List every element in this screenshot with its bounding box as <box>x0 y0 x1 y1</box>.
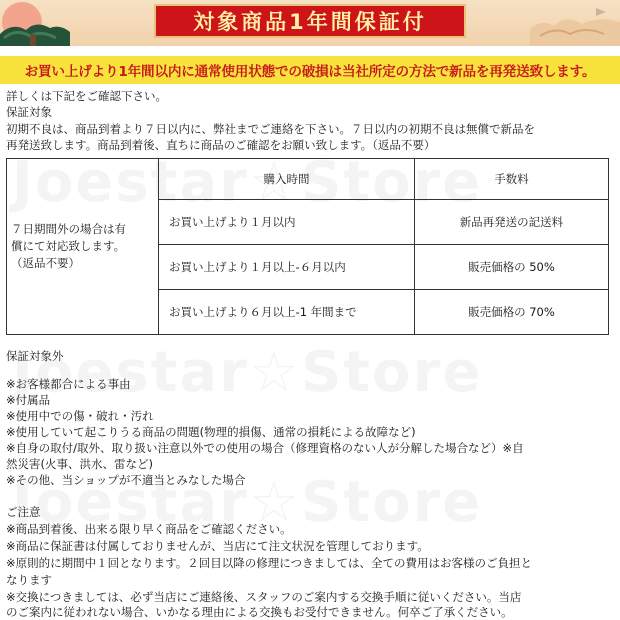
note-item: ※交換につきましては、必ず当店にご連絡後、スタッフのご案内する交換手順に従いください。当店 <box>6 590 522 604</box>
table-left-line-1: ７日期間外の場合は有 <box>11 222 126 236</box>
row-fee: 販売価格の 50% <box>414 245 608 290</box>
title-plate <box>154 4 466 38</box>
notes-heading: ご注意 <box>6 505 41 519</box>
row-period: お買い上げより６月以上-1 年間まで <box>159 290 415 335</box>
exclusion-item: ※お客様都合による事由 <box>6 377 131 391</box>
exclusion-item: ※自身の取付/取外、取り扱い注意以外での使用の場合（修理資格のない人が分解した場合など）※自 <box>6 441 524 455</box>
notice-banner <box>0 56 620 84</box>
table-left-cell <box>7 159 159 335</box>
note-item: なります <box>6 573 52 587</box>
table-header-row <box>7 159 609 200</box>
guarantee-heading: 保証対象 <box>6 105 52 119</box>
page-title: 対象商品1年間保証付 <box>193 10 427 34</box>
watermark <box>12 340 482 405</box>
note-item: ※原則的に期間中１回となります。２回目以降の修理につきましては、全ての費用はお客様のご負担と <box>6 556 532 570</box>
header-banner <box>0 0 620 46</box>
guarantee-line-2: 再発送致します。商品到着後、直ちに商品のご確認をお願い致します。（返品不要） <box>6 138 436 152</box>
table-left-line-2: 償にて対応致します。 <box>11 239 126 253</box>
table-left-line-3: （返品不要） <box>11 256 80 270</box>
note-item: ※商品到着後、出来る限り早く商品をご確認ください。 <box>6 522 292 536</box>
row-fee: 新品再発送の記送料 <box>414 200 608 245</box>
row-period: お買い上げより１月以上-６月以内 <box>159 245 415 290</box>
note-item: ※商品に保証書は付属しておりませんが、当店にて注文状況を管理しております。 <box>6 539 429 553</box>
fee-table <box>6 158 609 335</box>
notice-text: お買い上げより1年間以内に通常使用状態での破損は当社所定の方法で新品を再発送致します。 <box>24 64 596 80</box>
exclusion-item: ※使用していて起こりうる商品の問題(物理的損傷、通常の損耗による故障など) <box>6 425 416 439</box>
header-period: 購入時間 <box>159 159 415 200</box>
exclusion-item: ※使用中での傷・破れ・汚れ <box>6 409 154 423</box>
guarantee-line-1: 初期不良は、商品到着より７日以内に、弊社までご連絡を下さい。７日以内の初期不良は無償で新品を <box>6 122 535 136</box>
pine-tree-icon <box>0 14 70 46</box>
note-item: のご案内に従われない場合、いかなる理由による交換もお受付できません。何卒ご了承ください。 <box>6 605 513 619</box>
header-fee: 手数料 <box>414 159 608 200</box>
cloud-decoration <box>500 0 620 46</box>
row-fee: 販売価格の 70% <box>414 290 608 335</box>
exclusions-heading: 保証対象外 <box>6 349 64 363</box>
exclusion-item: ※付属品 <box>6 393 51 407</box>
intro-text: 詳しくは下記をご確認下さい。 <box>6 89 167 103</box>
exclusion-item: ※その他、当ショップが不適当とみなした場合 <box>6 473 246 487</box>
row-period: お買い上げより１月以内 <box>159 200 415 245</box>
exclusion-item: 然災害(火事、洪水、雷など) <box>6 457 153 471</box>
